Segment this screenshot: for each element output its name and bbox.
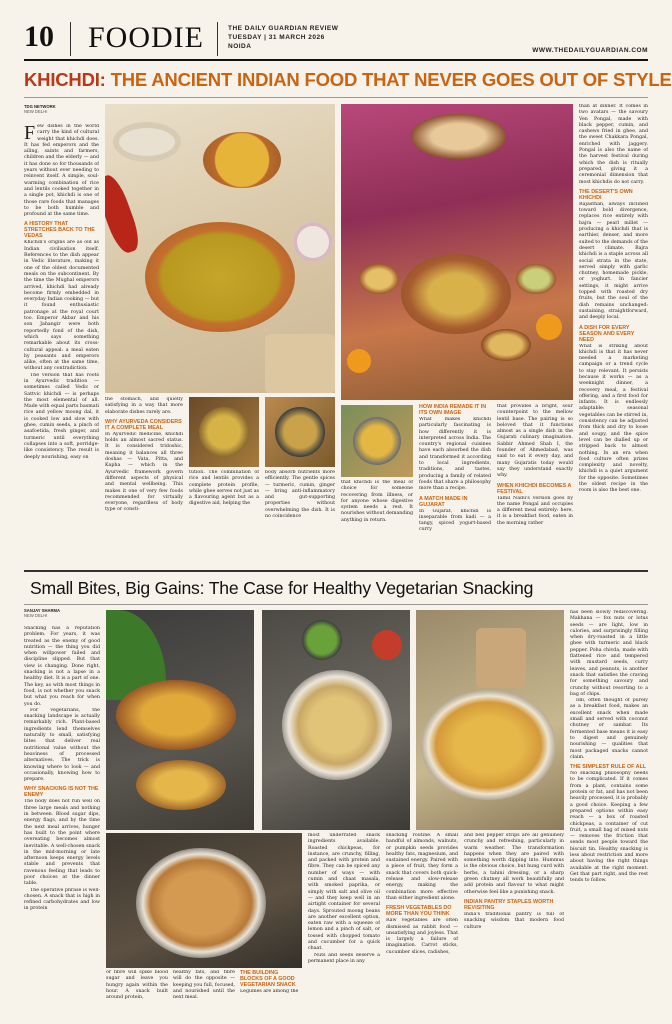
cup-icon <box>476 628 526 688</box>
khichdi-bowls-photo <box>105 104 335 393</box>
khichdi-bowl-icon <box>145 222 295 332</box>
article1-column-6 <box>419 404 491 566</box>
body-paragraph: Snacking has a reputation problem. For years, it was treated as the enemy of good nutrition — the thing you did when willpower failed and discipline slipped. But that view is changing. Done right, snacking is not a lapse in a healthy diet. It is a part of one. The key, as with most things in food, is not whether you snack but what you reach for when you do. <box>24 626 100 707</box>
body-paragraph: Khichdi's origins are as old as Indian civilisation itself. References to the dish appear in Vedic literature, making it one of the oldest documented meals on the subcontinent. By the time the Mughal emperors arrived, khichdi had already become firmly embedded in everyday Indian cooking — but it found enthusiastic patronage at the royal court too. Emperor Akbar and his son Jahangir were both reportedly fond of the dish, which says something remarkable about its cross-cultural appeal: a meal eaten by peasants and emperors alike, often at the same time, without any contradiction. <box>24 240 99 372</box>
cloth-icon <box>265 334 335 393</box>
article-headline: Small Bites, Big Gains: The Case for Healthy Vegetarian Snacking <box>30 578 534 598</box>
small-bowl-icon <box>481 329 531 361</box>
khichdi-small-photo <box>265 397 335 467</box>
body-paragraph: Tamil Nadu's version goes by the name Pongal and occupies a different meal entirely: here, it is a breakfast food, eaten in the morning rather <box>497 495 573 526</box>
byline: TDG NETWORK <box>24 104 56 109</box>
publication-name: THE DAILY GUARDIAN REVIEW <box>228 25 339 32</box>
body-paragraph: Raw vegetables are often dismissed as rabbit food — unsatisfying and joyless. That is largely a failure of imagination. Carrot sticks, cucumber slices, radishes, <box>386 918 458 955</box>
body-paragraph: healthy fats, and fibre will do the opposite — keeping you full, focused, and nourished until the next meal. <box>173 970 235 1001</box>
bowl-icon <box>275 407 325 457</box>
platter-icon <box>411 114 506 159</box>
body-paragraph: Rajasthan, always inclined toward bold divergence, replaces rice entirely with bajra — pearl millet — producing a khichdi that is earthier, denser, and more suited to the demands of the desert climate. Bajra khichdi is a staple across all social strata in the state, served simply with garlic chutney, homemade pickle, or yoghurt. In fancier settings, it might arrive topped with roasted dry fruits, but the soul of the dish remains unchanged: sustaining, straightforward, and deeply local. <box>579 201 648 321</box>
bowl-icon <box>353 417 401 465</box>
page-number: 10 <box>24 20 54 53</box>
article1-column-4 <box>265 470 335 566</box>
body-paragraph: Nuts and seeds deserve a permanent place in any <box>308 952 380 964</box>
article1-column-2 <box>105 397 183 567</box>
publication-info <box>228 24 338 51</box>
body-paragraph: What is striking about khichdi is that it has never needed a marketing campaign or a trend cycle to stay relevant. It persists because it works — as a weeknight dinner, a recovery meal, a festival offering, and a first food for infants. It is endlessly adaptable: seasonal vegetables can be stirred in, consistency can be adjusted from thick and dry to loose and soupy, and the spice level can be dialled up or stripped back to almost nothing. In an era when food culture often prizes complexity and novelty, khichdi is a quiet argument for the opposite. Sometimes the oldest recipe in the room is also the best one. <box>579 343 648 494</box>
byline: SANJAY SHARMA <box>24 608 61 613</box>
body-paragraph: body absorb nutrients more efficiently. The gentle spices — turmeric, cumin, ginger — bring anti-inflammatory and gut-supporting properties without overwhelming the dish. It is no coincidence <box>265 470 335 520</box>
body-paragraph: In Gujarat, khichdi is inseparable from kadi — a tangy, spiced yogurt-based curry <box>419 508 491 533</box>
article2-column-2 <box>106 970 168 1020</box>
body-paragraph: The version that has roots in Ayurvedic tradition — sometimes called Vedic or Sattvic khichdi — is perhaps the most elemental of all. Made with equal parts basmati rice and yellow moong dal, it is cooked low and slow with ghee, cumin seeds, a pinch of asafoetida, fresh ginger, and turmeric until everything collapses into a soft, porridge-like consistency. The result is deeply nourishing, easy on <box>24 372 99 460</box>
body-paragraph: India's traditional pantry is full of snacking wisdom that modern food culture <box>464 911 564 930</box>
headline-text: THE ANCIENT INDIAN FOOD THAT NEVER GOES OUT OF STYLE <box>105 69 672 90</box>
article2-column-6 <box>386 833 458 1020</box>
dal-bowl-icon <box>203 132 281 188</box>
banana-chips-photo <box>106 610 254 830</box>
body-paragraph: The body does not run well on three large meals and nothing in between. Blood sugar dips, energy flags, and by the time the next meal arrives, hunger has built to the point where overeating becomes almost inevitable. A well-chosen snack in the mid-morning or late afternoon keeps energy levels stable and prevents that ravenous feeling that leads to poor choices at the dinner table. <box>24 799 100 887</box>
herb-bowl-icon <box>302 620 342 660</box>
publication-date: TUESDAY | 31 MARCH 2026 <box>228 34 325 41</box>
body-paragraph: that provides a bright, sour counterpoint to the mellow lentil base. The pairing is so beloved that it functions almost as a single dish in the Gujarati culinary imagination. Sabbir Ahmed Shah I, the founder of Ahmedabad, was said to eat it every day, and many Gujaratis today would say they understand exactly why. <box>497 404 573 479</box>
body-paragraph: No snacking philosophy needs to be complicated. If it comes from a plant, contains some protein or fat, and has not been heavily processed, it is probably a good choice. Keeping a few prepared options within easy reach — a box of roasted chickpeas, a container of cut fruit, a small bag of mixed nuts — removes the friction that sends most people toward the biscuit tin. Healthy snacking is less about restriction and more about having the right things available at the right moment. Get that part right, and the rest tends to follow. <box>570 771 648 884</box>
article1-column-3 <box>189 470 259 566</box>
body-paragraph: In Ayurvedic medicine, khichdi holds an almost sacred status. It is considered tridoshic, meaning it balances all three doshas — Vata, Pitta, and Kapha — which in the Ayurvedic framework govern different aspects of physical and mental wellbeing. This makes it one of very few foods recommended for virtually everyone, regardless of body type or consti- <box>105 431 183 513</box>
subheading: A MATCH MADE IN GUJARAT <box>419 495 468 508</box>
drop-cap: F <box>24 124 36 144</box>
article2-column-7 <box>464 833 564 1020</box>
subheading: A DISH FOR EVERY SEASON AND EVERY NEED <box>579 324 635 343</box>
body-paragraph: has been slowly rediscovering. Makhana — fox nuts or lotus seeds — are light, low in calories, and surprisingly filling when dry-roasted in a little ghee with turmeric and black pepper. Poha chivda, made with flattened rice and tempered with mustard seeds, curry leaves, and peanuts, is another snack that satisfies the craving for something savoury and crunchy without resorting to a bag of chips. <box>570 610 648 697</box>
subheading: THE DESERT'S OWN KHICHDI <box>579 188 633 201</box>
body-paragraph: Legumes are among the <box>240 989 299 994</box>
headline-rule <box>24 97 648 98</box>
subheading: A HISTORY THAT STRETCHES BACK TO THE VEDAS <box>24 221 95 240</box>
subheading: WHY SNACKING IS NOT THE ENEMY <box>24 786 99 799</box>
body-paragraph: Idli, often thought of purely as a breakfast food, makes an excellent snack when made small and served with coconut chutney or sambar. Its fermented base means it is easy to digest and genuinely nourishing — qualities that most packaged snacks cannot claim. <box>570 698 648 760</box>
subheading: HOW INDIA REMADE IT IN ITS OWN IMAGE <box>419 404 487 416</box>
marigold-icon <box>347 349 371 373</box>
bowl-icon <box>113 122 181 162</box>
article2-column-8 <box>570 610 648 1020</box>
body-paragraph: What makes khichdi particularly fascinating is how differently it is interpreted across India. The country's regional cuisines have each absorbed the dish and transformed it according to local ingredients, traditions, and tastes, producing a family of related foods that share a philosophy more than a recipe. <box>419 417 491 492</box>
chips-bowl-icon <box>116 680 236 750</box>
red-chilli-icon <box>105 172 144 256</box>
article2-column-5 <box>308 833 380 1020</box>
khichdi-small-photo <box>189 397 259 467</box>
small-bowl-icon <box>359 264 399 294</box>
khichdi-small-photo <box>341 405 413 477</box>
tomato-icon <box>372 630 402 660</box>
chickpea-bowl-icon <box>136 848 266 958</box>
article1-column-7 <box>497 404 573 566</box>
section-title: FOODIE <box>88 21 204 54</box>
byline-location: NEW DELHI <box>24 613 48 618</box>
article2-column-4 <box>240 970 302 1020</box>
subheading: FRESH VEGETABLES DO MORE THAN YOU THINK <box>386 905 452 918</box>
headline-keyword: KHICHDI: <box>24 69 106 90</box>
subheading: INDIAN PANTRY STAPLES WORTH REVISITING <box>464 898 554 911</box>
small-bowl-icon <box>516 264 556 294</box>
body-paragraph: For vegetarians, the snacking landscape is actually remarkably rich. Plant-based ingredients lend themselves naturally to small, satisfying bites that deliver real nutritional value without the heaviness of processed alternatives. The trick is knowing where to look — and occasionally, knowing how to prepare. <box>24 707 100 783</box>
article-headline <box>24 69 672 91</box>
onion-icon <box>293 222 333 262</box>
salad-bowl-icon <box>282 670 392 780</box>
header-rule <box>24 59 648 61</box>
article1-column-1 <box>24 104 99 566</box>
body-paragraph: tution. The combination of rice and lentils provides a complete protein profile, while ghee serves not just as a flavouring agent but as a digestive aid, helping the <box>189 470 259 507</box>
byline-location: NEW DELHI <box>24 109 48 114</box>
festive-khichdi-platter-photo <box>341 104 573 400</box>
section-rule <box>24 570 648 572</box>
subheading: WHY AYURVEDA CONSIDERS IT A COMPLETE MEAL <box>105 418 182 431</box>
body-paragraph: most underrated snack ingredients available. Roasted chickpeas, for instance, are crunchy, filling, and packed with protein and fibre. They can be spiced any number of ways — with cumin and chaat masala, with smoked paprika, or simply with salt and olive oil — and they keep well in an airtight container for several days. Sprouted moong beans are another excellent option, eaten raw with a squeeze of lemon and a pinch of salt, or tossed with chopped tomato and cucumber for a quick chaat. <box>308 833 380 952</box>
intro-paragraph: Few dishes in the world carry the kind of cultural weight that khichdi does. It has fed emperors and the ailing, saints and farmers, children and the elderly — and it has done so for thousands of years without ever needing to reinvent itself. A simple, soul-warming combination of rice and lentils cooked together in a single pot, khichdi is one of those rare foods that manages to be both humble and profound at the same time. <box>24 124 99 218</box>
article1-column-8 <box>579 104 648 566</box>
body-paragraph: that khichdi is the meal of choice for someone recovering from illness, or for anyone whose digestive system needs a rest. It nourishes without demanding anything in return. <box>341 480 413 523</box>
website-link[interactable]: WWW.THEDAILYGUARDIAN.COM <box>532 47 648 54</box>
subheading: THE BUILDING BLOCKS OF A GOOD VEGETARIAN SNACK <box>240 970 296 988</box>
body-paragraph: snacking routine. A small handful of almonds, walnuts, or pumpkin seeds provides healthy fats, magnesium, and sustained energy. Paired with a piece of fruit, they form a snack that covers both quick-release and slow-release energy, making the combination more effective than either ingredient alone. <box>386 833 458 901</box>
subheading: THE SIMPLEST RULE OF ALL <box>570 764 647 771</box>
khichdi-pot-icon <box>401 254 511 334</box>
headline-rule <box>24 604 648 605</box>
body-paragraph: The operative phrase is well-chosen. A snack that is high in refined carbohydrates and low in protein <box>24 887 100 912</box>
header-divider <box>217 22 218 56</box>
roasted-chickpeas-photo <box>106 833 302 968</box>
chickpea-salad-photo <box>262 610 410 830</box>
publication-city: NOIDA <box>228 43 252 50</box>
body-paragraph: the stomach, and quietly satisfying in a way that more elaborate dishes rarely are. <box>105 397 183 415</box>
body-paragraph: and bell pepper strips are all genuinely crunchy and refreshing, particularly in warm weather. The transformation happens when they are paired with something worth dipping into. Hummus is the obvious choice, but hung curd with herbs, a tahini dressing, or a sharp green chutney all work beautifully and add protein and flavour to what might otherwise feel like a punishing snack. <box>464 833 564 895</box>
poha-bowl-icon <box>421 690 556 800</box>
marigold-icon <box>536 314 562 340</box>
subheading: WHEN KHICHDI BECOMES A FESTIVAL <box>497 482 572 495</box>
chips-bowl-icon <box>136 760 226 810</box>
body-paragraph: than at dinner. It comes in two avatars — the savoury Ven Pongal, made with black pepper, cumin, and cashews fried in ghee, and the sweet Chakkara Pongal, enriched with jaggery. Pongal is also the name of the harvest festival during which the dish is ritually prepared, giving it a ceremonial dimension that most khichdis do not carry. <box>579 104 648 185</box>
article2-column-3 <box>173 970 235 1020</box>
header-divider <box>70 22 71 56</box>
article1-column-5 <box>341 480 413 566</box>
body-paragraph: or fibre will spike blood sugar and leave you hungry again within the hour. A snack built around protein, <box>106 970 168 1001</box>
bowl-icon <box>199 407 249 457</box>
article2-column-1 <box>24 608 100 1020</box>
vegetable-poha-photo <box>416 610 564 830</box>
